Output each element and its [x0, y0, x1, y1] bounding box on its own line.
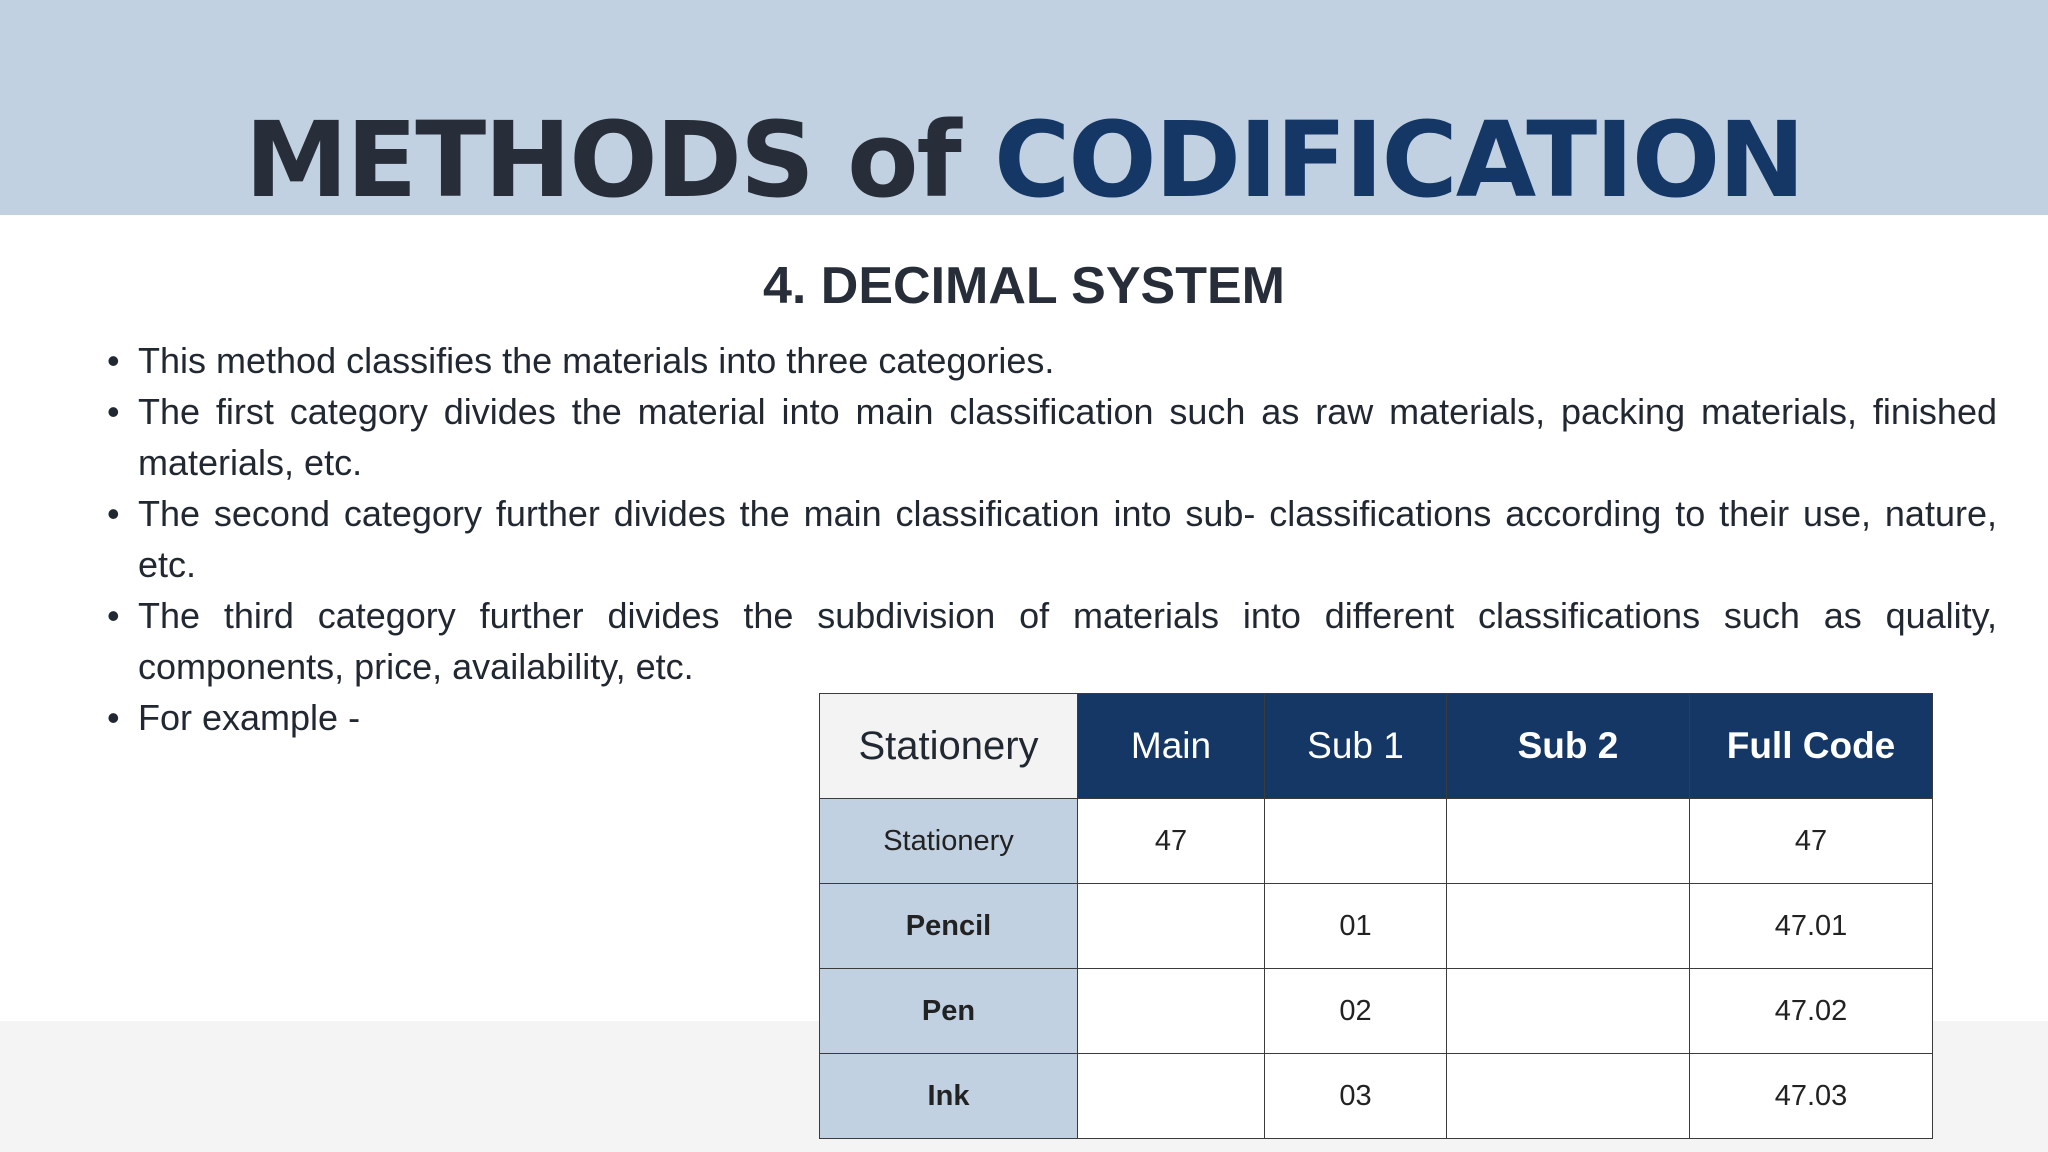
bullet-list	[107, 335, 1997, 743]
table-row	[820, 884, 1933, 969]
cell-full-code: 47	[1690, 799, 1933, 884]
cell-main	[1078, 884, 1265, 969]
title-part-methods: METHODS of	[244, 99, 994, 221]
cell-sub2	[1447, 799, 1690, 884]
cell-sub1: 02	[1265, 969, 1447, 1054]
bullet-item: • For example -	[107, 692, 1997, 743]
cell-full-code: 47.01	[1690, 884, 1933, 969]
row-label: Pencil	[820, 884, 1078, 969]
header-cell-sub1: Sub 1	[1265, 694, 1447, 799]
cell-sub2	[1447, 969, 1690, 1054]
title-part-codification: CODIFICATION	[993, 99, 1804, 221]
cell-sub1: 01	[1265, 884, 1447, 969]
table-row	[820, 1054, 1933, 1139]
row-label: Ink	[820, 1054, 1078, 1139]
cell-sub1	[1265, 799, 1447, 884]
cell-main	[1078, 969, 1265, 1054]
section-subtitle: 4. DECIMAL SYSTEM	[762, 257, 1285, 315]
cell-main: 47	[1078, 799, 1265, 884]
table-row	[820, 969, 1933, 1054]
header-cell-item: Stationery	[820, 694, 1078, 799]
cell-sub2	[1447, 1054, 1690, 1139]
bullet-item: • The third category further divides the subdivision of materials into different classifications such as quality, components, price, availability, etc.	[107, 590, 1997, 692]
cell-full-code: 47.02	[1690, 969, 1933, 1054]
table-header-row	[820, 694, 1933, 799]
page-title	[0, 100, 2048, 220]
header-cell-main: Main	[1078, 694, 1265, 799]
row-label: Pen	[820, 969, 1078, 1054]
bullet-item: • The first category divides the material into main classification such as raw materials, packing materials, finished materials, etc.	[107, 386, 1997, 488]
header-cell-full-code: Full Code	[1690, 694, 1933, 799]
cell-main	[1078, 1054, 1265, 1139]
bullet-item: • This method classifies the materials into three categories.	[107, 335, 1997, 386]
bullet-item: • The second category further divides the main classification into sub- classifications according to their use, nature, etc.	[107, 488, 1997, 590]
table-row	[820, 799, 1933, 884]
decimal-code-table	[819, 693, 1933, 1139]
cell-sub1: 03	[1265, 1054, 1447, 1139]
header-cell-sub2: Sub 2	[1447, 694, 1690, 799]
cell-sub2	[1447, 884, 1690, 969]
row-label: Stationery	[820, 799, 1078, 884]
cell-full-code: 47.03	[1690, 1054, 1933, 1139]
